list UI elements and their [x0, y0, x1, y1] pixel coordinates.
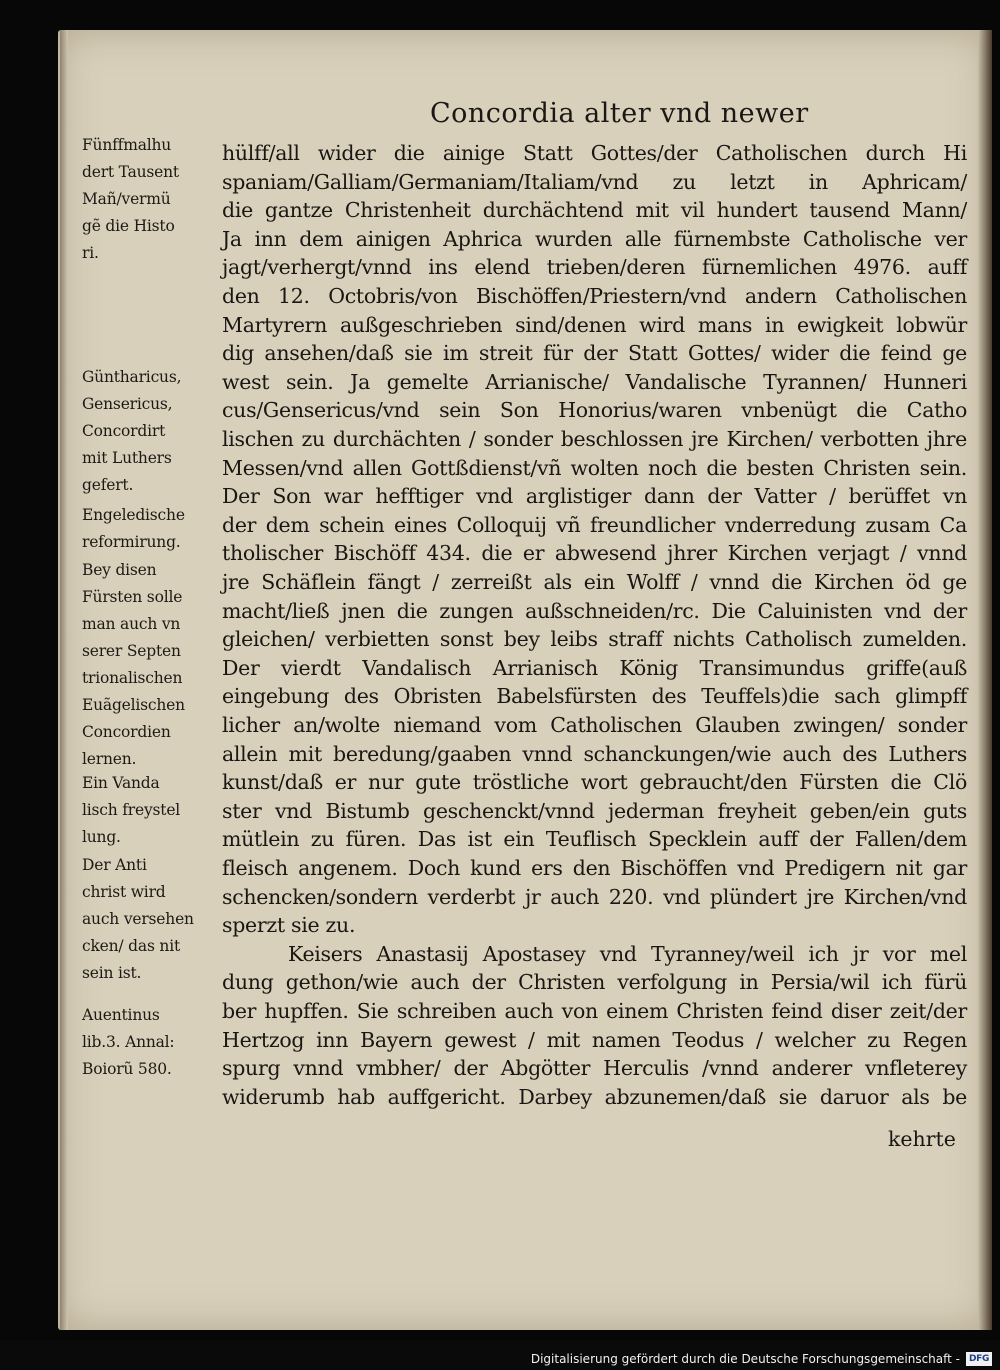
- text-line: macht/ließ jnen die zungen außschneiden/rc. Die Caluinisten vnd der: [222, 598, 967, 623]
- text-line: jagt/verhergt/vnnd ins elend trieben/deren fürnemlichen 4976. auff: [222, 255, 967, 280]
- text-line: spurg vnnd vmbher/ der Abgötter Herculis /vnnd anderer vnfleterey: [222, 1056, 967, 1081]
- text-line: ster vnd Bistumb geschenckt/vnnd jederman freyheit geben/ein guts: [222, 798, 967, 823]
- text-line: jre Schäflein fängt / zerreißt als ein Wolff / vnnd die Kirchen öd ge: [222, 570, 967, 594]
- text-line: west sein. Ja gemelte Arrianische/ Vandalische Tyrannen/ Hunneri: [222, 369, 967, 394]
- text-line: fleisch angenem. Doch kund ers den Bischöffen vnd Predigern nit gar: [222, 856, 967, 880]
- text-line: ber hupffen. Sie schreiben auch von einem Christen feind diser zeit/der: [222, 999, 967, 1023]
- text-line: dig ansehen/daß sie im streit für der Statt Gottes/ wider die feind ge: [222, 341, 967, 366]
- text-line: der dem schein eines Colloquij vñ freundlicher vnderredung zusam Ca: [222, 512, 967, 537]
- text-line: den 12. Octobris/von Bischöffen/Priestern/vnd andern Catholischen: [222, 284, 967, 308]
- page-right-edge: [978, 30, 992, 1330]
- margin-note: Der Anti christ wird auch versehen cken/ das nit sein ist.: [82, 856, 194, 982]
- text-line: spaniam/Galliam/Germaniam/Italiam/vnd zu letzt in Aphricam/: [222, 169, 967, 194]
- running-head: Concordia alter vnd newer: [430, 98, 809, 129]
- footer-credit: Digitalisierung gefördert durch die Deutsche Forschungsgemeinschaft -: [530, 1352, 960, 1366]
- text-line: Hertzog inn Bayern gewest / mit namen Teodus / welcher zu Regen: [222, 1027, 967, 1052]
- margin-note: Güntharicus, Gensericus, Concordirt mit Luthers gefert.: [82, 368, 182, 494]
- page-gutter-shadow: [60, 30, 68, 1330]
- text-line: kunst/daß er nur gute tröstliche wort gebraucht/den Fürsten die Clö: [222, 770, 967, 795]
- catchword: kehrte: [888, 1127, 956, 1151]
- margin-note: Engeledische reformirung.: [82, 506, 185, 551]
- text-line: allein mit beredung/gaaben vnnd schanckungen/wie auch des Luthers: [222, 741, 967, 766]
- text-line: Der Son war hefftiger vnd arglistiger dann der Vatter / berüffet vn: [222, 484, 967, 509]
- text-line: Der vierdt Vandalisch Arrianisch König Transimundus griffe(auß: [222, 655, 967, 680]
- margin-note: Auentinus lib.3. Annal: Boiorũ 580.: [82, 1006, 175, 1078]
- text-line: eingebung des Obristen Babelsfürsten des Teuffels)die sach glimpff: [222, 684, 967, 709]
- text-line: Messen/vnd allen Gottßdienst/vñ wolten noch die besten Christen sein.: [222, 455, 967, 480]
- text-line: mütlein zu füren. Das ist ein Teuflisch Specklein auff der Fallen/dem: [222, 827, 967, 852]
- text-line: lischen zu durchächten / sonder beschlossen jre Kirchen/ verbotten jhre: [222, 427, 967, 451]
- text-line: Keisers Anastasij Apostasey vnd Tyranney/weil ich jr vor mel: [288, 941, 967, 966]
- text-line: cus/Gensericus/vnd sein Son Honorius/waren vnbenügt die Catho: [222, 398, 967, 423]
- text-line: Ja inn dem ainigen Aphrica wurden alle fürnembste Catholische ver: [222, 226, 967, 251]
- margin-notes: [82, 132, 222, 1092]
- text-line: sperzt sie zu.: [222, 913, 356, 938]
- margin-note: Bey disen Fürsten solle man auch vn serer Septen trionalischen Euãgelischen Concordien lernen.: [82, 561, 185, 768]
- text-line: die gantze Christenheit durchächtend mit vil hundert tausend Mann/: [222, 198, 967, 223]
- text-line: Martyrern außgeschrieben sind/denen wird mans in ewigkeit lobwür: [222, 312, 967, 337]
- text-line: schencken/sondern verderbt jr auch 220. vnd plündert jre Kirchen/vnd: [222, 884, 967, 909]
- text-line: gleichen/ verbietten sonst bey leibs straff nichts Catholisch zumelden.: [222, 627, 967, 652]
- margin-note: Fünffmalhu dert Tausent Mañ/vermü gẽ die Histo ri.: [82, 136, 179, 262]
- text-line: dung gethon/wie auch der Christen verfolgung in Persia/wil ich fürü: [222, 970, 967, 995]
- text-line: hülff/all wider die ainige Statt Gottes/der Catholischen durch Hi: [222, 141, 967, 165]
- margin-note: Ein Vanda lisch freystel lung.: [82, 774, 181, 846]
- text-line: licher an/wolte niemand vom Catholischen Glauben zwingen/ sonder: [222, 713, 967, 737]
- text-line: tholischer Bischöff 434. die er abwesend jhrer Kirchen verjagt / vnnd: [222, 541, 967, 566]
- text-line: widerumb hab auffgericht. Darbey abzunemen/daß sie daruor als be: [222, 1084, 967, 1109]
- dfg-logo: DFG: [966, 1352, 992, 1366]
